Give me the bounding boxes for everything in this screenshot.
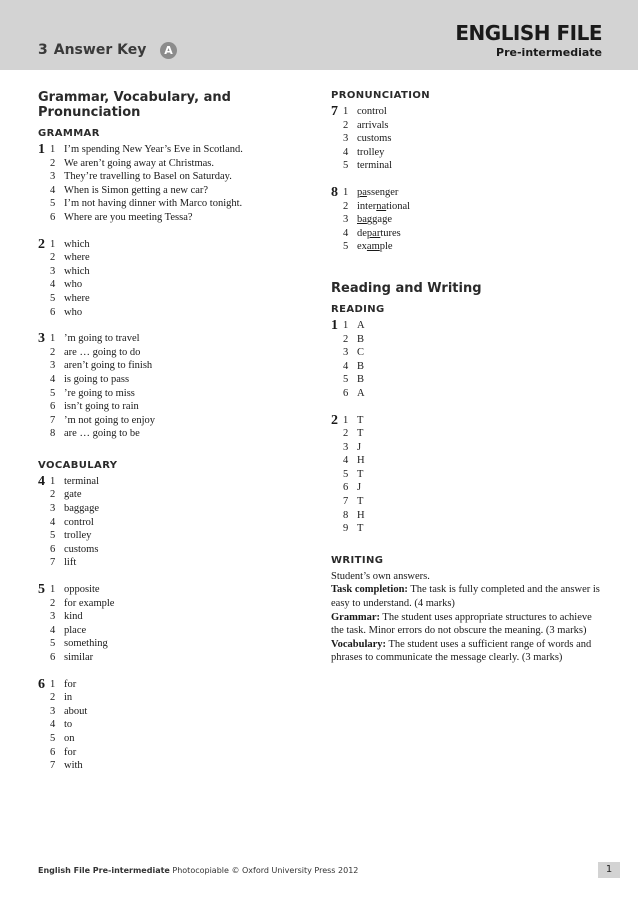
item-number: 6 <box>50 543 56 555</box>
answer-item <box>50 597 308 611</box>
item-answer: H <box>357 509 365 521</box>
item-answer: customs <box>357 133 392 145</box>
exercise-number: 1 <box>331 317 338 333</box>
answer-item <box>50 475 308 489</box>
item-number: 2 <box>50 346 56 358</box>
item-number: 7 <box>50 760 56 772</box>
item-answer: international <box>357 200 411 212</box>
item-number: 6 <box>50 306 56 318</box>
exercise-items <box>50 143 308 225</box>
item-number: 5 <box>50 198 56 210</box>
item-answer: similar <box>64 652 94 663</box>
exercise-items <box>343 319 606 401</box>
item-number: 1 <box>343 414 349 426</box>
item-answer: T <box>357 428 364 440</box>
item-number: 3 <box>343 133 349 145</box>
answer-item <box>343 454 606 468</box>
answer-item <box>50 265 308 279</box>
answer-item <box>50 624 308 638</box>
answer-item <box>50 332 308 346</box>
pronunciation-heading: PRONUNCIATION <box>331 90 431 101</box>
item-answer: on <box>64 732 75 744</box>
item-answer: example <box>357 241 393 253</box>
item-answer: They’re travelling to Basel on Saturday. <box>64 171 232 183</box>
item-number: 1 <box>343 106 349 117</box>
item-number: 3 <box>50 171 56 183</box>
item-number: 8 <box>50 428 56 440</box>
grammar-exercises <box>38 143 308 441</box>
item-answer: something <box>64 638 108 650</box>
item-answer: who <box>64 279 83 291</box>
item-number: 5 <box>343 374 349 386</box>
answer-item <box>50 251 308 265</box>
exercise-items <box>50 238 308 320</box>
item-answer: baggage <box>357 214 392 226</box>
exercise-number: 3 <box>38 331 45 347</box>
writing-criterion <box>331 611 606 638</box>
item-answer: is going to pass <box>64 373 130 385</box>
left-column <box>38 90 308 786</box>
item-number: 6 <box>50 211 56 223</box>
item-answer: When is Simon getting a new car? <box>64 184 209 196</box>
reading-heading: READING <box>331 303 385 315</box>
answer-item <box>50 414 308 428</box>
answer-item <box>343 333 606 347</box>
item-answer: where <box>64 292 90 304</box>
writing-heading: WRITING <box>331 554 384 566</box>
item-answer: ’re going to miss <box>64 387 135 399</box>
exercise-items <box>50 583 308 665</box>
stressed-syllable: par <box>366 227 381 239</box>
answer-item <box>50 759 308 773</box>
item-answer: terminal <box>64 475 99 487</box>
item-number: 4 <box>343 227 349 239</box>
item-answer: departures <box>357 227 401 239</box>
section-title-gvp: Grammar, Vocabulary, and Pronunciation <box>38 90 231 120</box>
answer-item <box>50 143 308 157</box>
answer-item <box>50 732 308 746</box>
item-number: 1 <box>343 319 349 331</box>
item-number: 4 <box>50 624 56 636</box>
grammar-exercise-1 <box>38 143 308 225</box>
item-answer: which <box>64 265 90 277</box>
item-number: 1 <box>50 238 56 250</box>
criterion-text: The task is fully completed and the answer is easy to understand. (4 marks) <box>331 584 600 610</box>
pronunciation-exercise-8 <box>331 186 606 254</box>
item-number: 6 <box>50 401 56 413</box>
grammar-exercise-2 <box>38 238 308 320</box>
answer-item <box>50 427 308 441</box>
answer-item <box>50 516 308 530</box>
answer-item <box>343 119 606 133</box>
answer-item <box>50 637 308 651</box>
answer-item <box>343 427 606 441</box>
item-answer: I’m not having dinner with Marco tonight. <box>64 198 243 210</box>
item-number: 6 <box>343 387 349 399</box>
item-answer: about <box>64 705 88 717</box>
item-number: 1 <box>50 144 56 155</box>
item-number: 4 <box>343 360 349 372</box>
criterion-label: Grammar: <box>331 611 380 623</box>
exercise-items <box>50 475 308 570</box>
vocabulary-heading: VOCABULARY <box>38 459 118 471</box>
answer-item <box>50 705 308 719</box>
writing-criterion <box>331 638 606 665</box>
item-number: 2 <box>343 119 349 131</box>
item-answer: where <box>64 252 90 264</box>
item-answer: aren’t going to finish <box>64 360 153 372</box>
footer-copyright <box>38 866 358 875</box>
criterion-text: The student uses a sufficient range of words and phrases to communicate the message clearly. (3 marks) <box>331 638 592 664</box>
item-answer: H <box>357 455 365 467</box>
item-answer: B <box>357 333 365 345</box>
item-answer: for <box>64 746 77 758</box>
item-number: 4 <box>50 184 56 196</box>
item-number: 1 <box>50 678 56 690</box>
item-number: 5 <box>50 387 56 399</box>
answer-item <box>50 278 308 292</box>
item-number: 5 <box>343 468 349 480</box>
item-answer: who <box>64 306 83 318</box>
stressed-syllable: na <box>376 200 387 212</box>
answer-item <box>50 238 308 252</box>
answer-item <box>343 227 606 241</box>
exercise-number: 1 <box>38 142 45 157</box>
item-number: 9 <box>343 523 349 535</box>
item-number: 2 <box>50 489 56 501</box>
writing-intro: Student’s own answers. <box>331 570 430 582</box>
item-number: 2 <box>50 157 56 169</box>
item-answer: A <box>357 387 365 399</box>
answer-item <box>50 678 308 692</box>
item-answer: place <box>64 624 87 636</box>
item-number: 1 <box>343 186 349 198</box>
right-column <box>331 90 606 665</box>
item-number: 2 <box>50 692 56 704</box>
item-answer: ’m going to travel <box>64 333 140 345</box>
answer-item <box>50 292 308 306</box>
item-answer: isn’t going to rain <box>64 401 139 413</box>
item-number: 4 <box>50 719 56 731</box>
item-answer: B <box>357 360 365 372</box>
item-number: 2 <box>50 597 56 609</box>
item-answer: I’m spending New Year’s Eve in Scotland. <box>64 144 243 155</box>
item-answer: baggage <box>64 503 99 515</box>
item-number: 1 <box>50 475 56 487</box>
item-number: 3 <box>343 214 349 226</box>
item-number: 2 <box>343 333 349 345</box>
item-answer: trolley <box>357 146 385 158</box>
item-number: 3 <box>50 705 56 717</box>
answer-item <box>50 610 308 624</box>
answer-item <box>343 481 606 495</box>
answer-item <box>343 360 606 374</box>
answer-item <box>343 414 606 428</box>
grammar-heading: GRAMMAR <box>38 128 100 139</box>
answer-item <box>343 240 606 254</box>
answer-key-title: Answer Key <box>53 42 147 58</box>
answer-item <box>343 495 606 509</box>
answer-item <box>343 213 606 227</box>
item-number: 4 <box>343 455 349 467</box>
item-number: 3 <box>50 503 56 515</box>
answer-item <box>50 346 308 360</box>
answer-item <box>50 400 308 414</box>
exercise-items <box>343 414 606 536</box>
answer-item <box>343 468 606 482</box>
item-number: 5 <box>343 241 349 253</box>
exercise-number: 6 <box>38 676 45 692</box>
item-answer: control <box>64 516 94 528</box>
answer-item <box>343 146 606 160</box>
item-answer: J <box>357 441 362 453</box>
stressed-syllable: pa <box>357 186 367 198</box>
reading-exercise-1 <box>331 319 606 401</box>
exercise-number: 2 <box>38 236 45 252</box>
answer-item <box>50 556 308 570</box>
item-answer: J <box>357 482 362 494</box>
answer-item <box>50 197 308 211</box>
item-answer: T <box>357 414 364 426</box>
answer-item <box>50 488 308 502</box>
answer-item <box>343 387 606 401</box>
answer-item <box>50 387 308 401</box>
exercise-number: 4 <box>38 473 45 489</box>
reading-exercises <box>331 319 606 536</box>
answer-item <box>50 583 308 597</box>
answer-item <box>343 509 606 523</box>
exercise-number: 7 <box>331 104 338 119</box>
unit-title <box>38 42 146 58</box>
item-number: 3 <box>343 441 349 453</box>
exercise-items <box>50 678 308 773</box>
answer-item <box>50 170 308 184</box>
item-number: 7 <box>50 557 56 569</box>
answer-item <box>343 373 606 387</box>
item-number: 3 <box>343 347 349 359</box>
answer-item <box>50 691 308 705</box>
vocabulary-exercise-5 <box>38 583 308 665</box>
vocabulary-exercise-6 <box>38 678 308 773</box>
item-number: 4 <box>50 516 56 528</box>
item-answer: arrivals <box>357 119 389 131</box>
answer-item <box>343 159 606 173</box>
writing-block <box>331 570 606 665</box>
item-number: 3 <box>50 265 56 277</box>
item-answer: ’m not going to enjoy <box>64 414 155 426</box>
unit-number: 3 <box>38 42 48 58</box>
writing-criterion <box>331 583 606 610</box>
item-number: 4 <box>50 373 56 385</box>
item-answer: T <box>357 496 364 508</box>
item-number: 4 <box>343 146 349 158</box>
item-answer: A <box>357 319 365 331</box>
answer-item <box>343 346 606 360</box>
item-number: 2 <box>343 428 349 440</box>
item-answer: opposite <box>64 584 100 596</box>
item-number: 7 <box>343 496 349 508</box>
reading-exercise-2 <box>331 414 606 536</box>
item-number: 3 <box>50 360 56 372</box>
answer-item <box>50 746 308 760</box>
answer-item <box>50 502 308 516</box>
footer-book-title: English File Pre-intermediate <box>38 866 170 875</box>
stressed-syllable: am <box>366 241 380 253</box>
item-answer: gate <box>64 489 82 501</box>
item-number: 8 <box>343 509 349 521</box>
item-number: 7 <box>50 414 56 426</box>
item-number: 3 <box>50 611 56 623</box>
criterion-label: Task completion: <box>331 584 408 596</box>
answer-item <box>50 157 308 171</box>
exercise-number: 2 <box>331 412 338 428</box>
item-answer: B <box>357 374 365 386</box>
item-answer: which <box>64 238 90 250</box>
answer-item <box>50 306 308 320</box>
item-answer: T <box>357 468 364 480</box>
item-number: 5 <box>50 292 56 304</box>
section-title-rw: Reading and Writing <box>331 280 482 296</box>
answer-item <box>343 441 606 455</box>
answer-item <box>50 651 308 665</box>
pronunciation-exercise-7 <box>331 105 606 173</box>
item-answer: trolley <box>64 530 92 542</box>
answer-item <box>343 132 606 146</box>
grammar-exercise-3 <box>38 332 308 441</box>
answer-item <box>343 319 606 333</box>
item-answer: kind <box>64 611 83 623</box>
item-answer: C <box>357 347 365 359</box>
pronunciation-exercise-8 <box>331 186 606 254</box>
item-number: 2 <box>50 252 56 264</box>
item-answer: lift <box>64 557 77 569</box>
criterion-label: Vocabulary: <box>331 638 387 650</box>
brand-level: Pre-intermediate <box>496 46 602 59</box>
exercise-items <box>343 105 606 173</box>
item-answer: in <box>64 692 73 704</box>
item-answer: to <box>64 719 73 731</box>
item-answer: terminal <box>357 160 392 172</box>
answer-item <box>50 359 308 373</box>
item-answer: with <box>64 760 83 772</box>
item-number: 4 <box>50 279 56 291</box>
answer-item <box>343 105 606 119</box>
page-number: 1 <box>598 862 620 878</box>
criterion-text: The student uses appropriate structures to achieve the task. Minor errors do not obscure the meaning. (3 marks) <box>331 611 592 637</box>
item-answer: We aren’t going away at Christmas. <box>64 157 215 169</box>
item-answer: for <box>64 678 77 690</box>
footer-rest: Photocopiable © Oxford University Press 2012 <box>169 866 359 875</box>
answer-item <box>50 718 308 732</box>
item-answer: passenger <box>357 186 399 198</box>
vocabulary-exercise-4 <box>38 475 308 570</box>
brand-name: ENGLISH FILE <box>455 21 602 45</box>
answer-item <box>50 211 308 225</box>
item-number: 5 <box>50 732 56 744</box>
answer-item <box>343 200 606 214</box>
item-answer: for example <box>64 597 115 609</box>
exercise-number: 5 <box>38 582 45 598</box>
item-answer: control <box>357 106 387 117</box>
item-number: 2 <box>343 200 349 212</box>
answer-item <box>343 186 606 200</box>
answer-item <box>50 373 308 387</box>
pronunciation-exercise-7 <box>331 105 606 173</box>
item-number: 1 <box>50 333 56 345</box>
exercise-items <box>343 186 606 254</box>
answer-item <box>50 184 308 198</box>
item-answer: are … going to be <box>64 428 140 440</box>
brand <box>455 22 602 59</box>
item-answer: customs <box>64 543 99 555</box>
item-number: 6 <box>343 482 349 494</box>
answer-item <box>343 522 606 536</box>
item-number: 1 <box>50 584 56 596</box>
item-number: 5 <box>50 638 56 650</box>
item-number: 6 <box>50 652 56 663</box>
answer-item <box>50 529 308 543</box>
item-answer: are … going to do <box>64 346 141 358</box>
version-badge: A <box>160 42 177 59</box>
item-number: 5 <box>50 530 56 542</box>
stressed-syllable: ba <box>357 214 367 226</box>
exercise-number: 8 <box>331 184 338 200</box>
item-answer: Where are you meeting Tessa? <box>64 211 193 223</box>
vocabulary-exercises <box>38 475 308 773</box>
exercise-items <box>50 332 308 441</box>
answer-item <box>50 543 308 557</box>
item-number: 5 <box>343 160 349 172</box>
item-number: 6 <box>50 746 56 758</box>
item-answer: T <box>357 523 364 535</box>
